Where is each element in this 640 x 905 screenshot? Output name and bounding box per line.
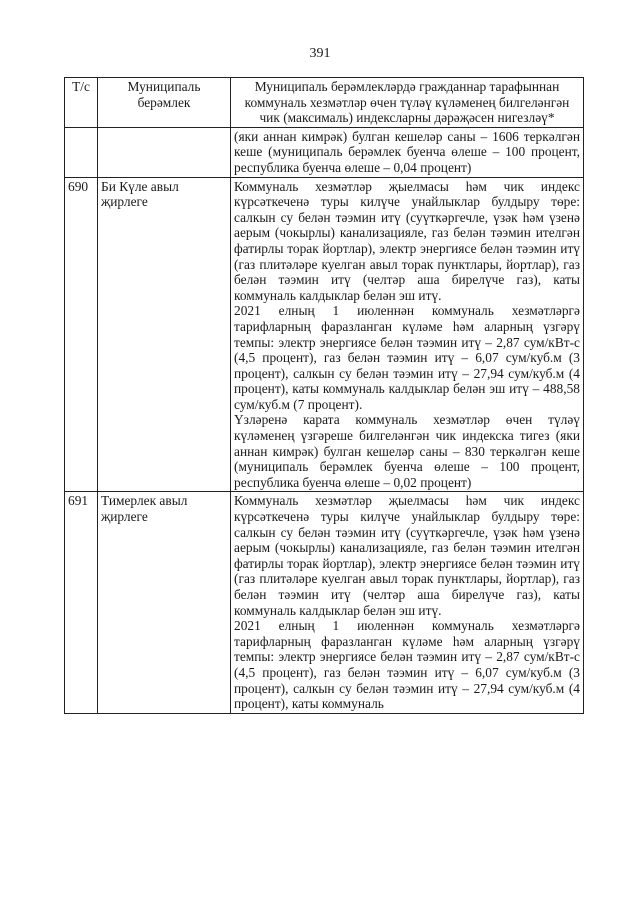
row-municipality	[98, 127, 231, 177]
row-description	[231, 492, 584, 713]
table-body	[65, 127, 584, 713]
table-row	[65, 492, 584, 713]
row-municipality: Би Күле авыл җирлеге	[98, 177, 231, 492]
description-paragraph: 2021 елның 1 июленнән коммуналь хезмәтләргә тарифларның фаразланган күләме һәм аларның үзгәрү темпы: электр энергиясе белән тәэмин итү – 2,87 сум/кВт-с (4,5 процент), газ белән тәэмин итү – 6,07 сум/куб.м (3 процент), салкын су белән тәэмин итү – 27,94 сум/куб.м (4 процент), каты коммуналь	[234, 618, 580, 712]
row-description	[231, 177, 584, 492]
table-header-row	[65, 78, 584, 128]
header-number: Т/с	[65, 78, 98, 128]
description-paragraph: Үзләренә карата коммуналь хезмәтләр өчен түләү күләменең үзгәреше билгеләнгән чик индекска тигез (яки аннан кимрәк) булган кешеләр саны – 830 теркәлгән кеше (муниципаль берәмлек буенча өлеше – 100 процент, республика буенча өлеше – 0,02 процент)	[234, 412, 580, 490]
row-description	[231, 127, 584, 177]
table-row	[65, 177, 584, 492]
indices-table	[64, 77, 584, 714]
row-municipality: Тимерлек авыл җирлеге	[98, 492, 231, 713]
row-number	[65, 127, 98, 177]
table-row	[65, 127, 584, 177]
description-paragraph: Коммуналь хезмәтләр җыелмасы һәм чик индекс күрсәткеченә туры килүче унайлыклар булдыру төре: салкын су белән тәэмин итү (суүткәргечле, үзәк һәм үзенә аерым (чокырлы) канализацияле, газ белән тәэмин ителгән фатирлы торак йортлар), электр энергиясе белән тәэмин итү (газ плитәләре куелган авыл торак пунктлары, йортлар), газ белән тәэмин итү (челтәр аша бирелүче газ), каты коммуналь калдыклар белән эш итү.	[234, 493, 580, 618]
description-paragraph: 2021 елның 1 июленнән коммуналь хезмәтләргә тарифларның фаразланган күләме һәм аларның үзгәрү темпы: электр энергиясе белән тәэмин итү – 2,87 сум/кВт-с (4,5 процент), газ белән тәэмин итү – 6,07 сум/куб.м (3 процент), салкын су белән тәэмин итү – 27,94 сум/куб.м (4 процент), каты коммуналь калдыклар белән эш итү – 488,58 сум/куб.м (7 процент).	[234, 303, 580, 412]
row-number: 691	[65, 492, 98, 713]
header-municipality: Муниципаль берәмлек	[98, 78, 231, 128]
header-description: Муниципаль берәмлекләрдә гражданнар тарафыннан коммуналь хезмәтләр өчен түләү күләменең билгеләнгән чик (максималь) индексларны дәрәҗәсен нигезләү*	[231, 78, 584, 128]
description-paragraph: Коммуналь хезмәтләр җыелмасы һәм чик индекс күрсәткеченә туры килүче унайлыклар булдыру төре: салкын су белән тәэмин итү (суүткәргечле, үзәк һәм үзенә аерым (чокырлы) канализацияле, газ белән тәэмин ителгән фатирлы торак йортлар), электр энергиясе белән тәэмин итү (газ плитәләре куелган авыл торак пунктлары, йортлар), газ белән тәэмин итү (челтәр аша бирелүче газ), каты коммуналь калдыклар белән эш итү.	[234, 178, 580, 303]
page-number: 391	[309, 46, 331, 61]
description-paragraph: (яки аннан кимрәк) булган кешеләр саны – 1606 теркәлгән кеше (муниципаль берәмлек буенча өлеше – 100 процент, республика буенча өлеше – 0,04 процент)	[234, 128, 580, 175]
row-number: 690	[65, 177, 98, 492]
